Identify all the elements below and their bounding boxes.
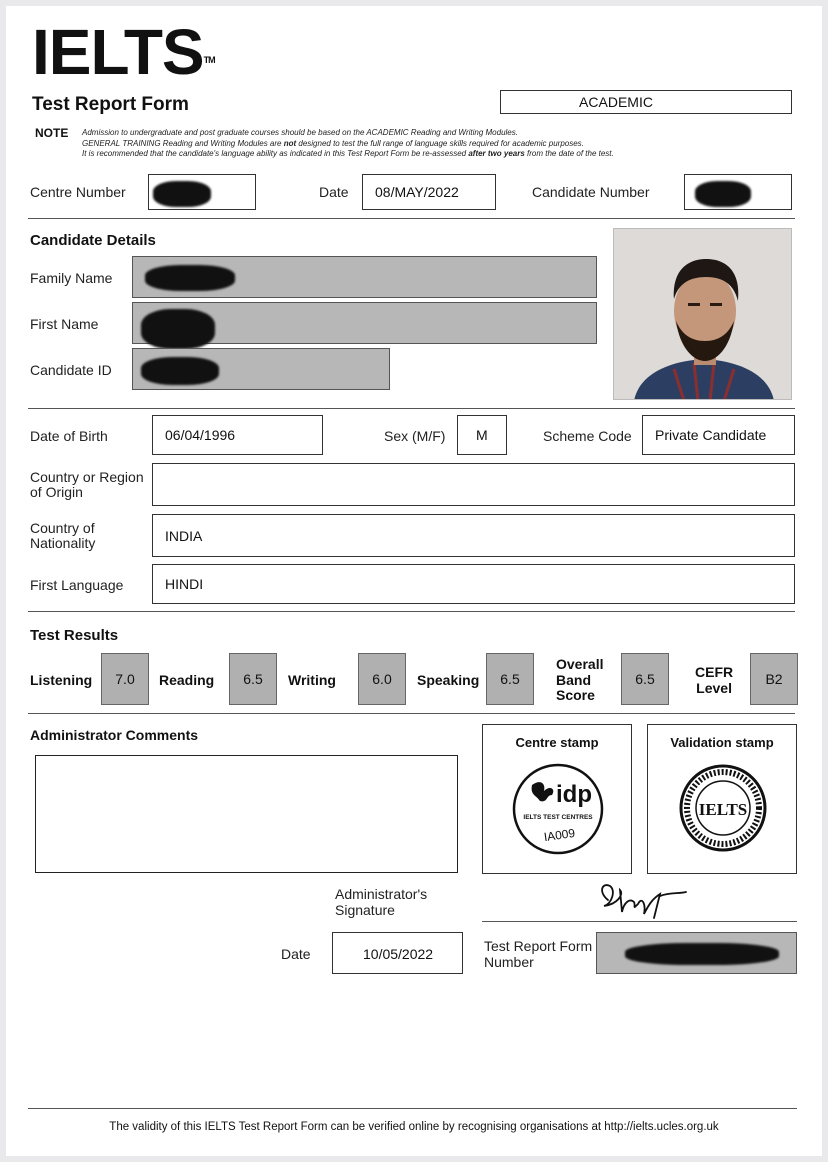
reading-label: Reading: [159, 672, 215, 688]
form-title: Test Report Form: [32, 94, 189, 115]
first-language-label: First Language: [30, 577, 124, 593]
note-line-2: GENERAL TRAINING Reading and Writing Modules are not designed to test the full range of language skills required for academic purposes.: [82, 138, 584, 148]
candidate-id-redaction: [141, 357, 219, 385]
first-language-field: [152, 564, 795, 604]
idp-ring-text: IELTS TEST CENTRES: [523, 814, 593, 821]
sex-label: Sex (M/F): [384, 428, 446, 444]
overall-band-label: Overall Band Score: [556, 656, 604, 703]
test-report-form-page: [6, 6, 822, 1156]
trf-number-redaction: [625, 943, 779, 965]
divider-2: [28, 408, 795, 409]
scheme-code-label: Scheme Code: [543, 428, 632, 444]
candidate-id-label: Candidate ID: [30, 362, 112, 378]
centre-stamp-box: [482, 724, 632, 874]
family-name-label: Family Name: [30, 270, 113, 286]
cefr-level-label: CEFR Level: [695, 664, 734, 696]
centre-number-label: Centre Number: [30, 184, 126, 200]
test-date-field: [362, 174, 496, 210]
note-label: NOTE: [35, 126, 69, 140]
writing-score: 6.0: [358, 653, 406, 705]
trf-number-field: [596, 932, 797, 974]
administrator-comments-box: [35, 755, 458, 873]
signature-line: [482, 921, 797, 922]
speaking-score: 6.5: [486, 653, 534, 705]
note-line-3: It is recommended that the candidate's language ability as indicated in this Test Report Form be re-assessed after two years from the date of the test.: [82, 149, 614, 158]
validation-seal: [678, 763, 768, 853]
idp-stamp: [510, 761, 606, 857]
scheme-code-value: Private Candidate: [655, 427, 767, 443]
footer-verification-text: The validity of this IELTS Test Report Form can be verified online by recognising organisations at http://ielts.ucles.org.uk: [109, 1121, 719, 1133]
administrator-signature: [594, 874, 694, 924]
nationality-label: Country of Nationality: [30, 520, 96, 551]
sex-value: M: [476, 427, 488, 443]
centre-number-redaction: [153, 181, 211, 207]
scheme-code-field: [642, 415, 795, 455]
divider-4: [28, 713, 795, 714]
candidate-photo: [613, 228, 792, 400]
country-origin-label: Country or Region of Origin: [30, 469, 144, 500]
candidate-details-title: Candidate Details: [30, 232, 156, 249]
divider-3: [28, 611, 795, 612]
cefr-level-value: B2: [750, 653, 798, 705]
issue-date-field: [332, 932, 463, 974]
test-results-title: Test Results: [30, 627, 119, 644]
nationality-value: INDIA: [165, 528, 203, 544]
issue-date-label: Date: [281, 946, 311, 962]
note-line-1: Admission to undergraduate and post graduate courses should be based on the ACADEMIC Reading and Writing Modules.: [82, 128, 518, 137]
idp-logo-text: idp: [556, 781, 592, 808]
speaking-label: Speaking: [417, 672, 480, 688]
candidate-number-field: [684, 174, 792, 210]
country-origin-field: [152, 463, 795, 506]
candidate-photo-image: [614, 229, 792, 400]
module-box: [500, 90, 792, 114]
listening-label: Listening: [30, 672, 93, 688]
nationality-field: [152, 514, 795, 557]
dob-field: [152, 415, 323, 455]
validation-stamp-box: [647, 724, 797, 874]
writing-label: Writing: [288, 672, 336, 688]
candidate-number-redaction: [695, 181, 751, 207]
overall-band-score: 6.5: [621, 653, 669, 705]
first-name-label: First Name: [30, 316, 99, 332]
sex-field: [457, 415, 507, 455]
first-name-field: [132, 302, 597, 344]
candidate-number-label: Candidate Number: [532, 184, 650, 200]
centre-number-field: [148, 174, 256, 210]
listening-score: 7.0: [101, 653, 149, 705]
reading-score: 6.5: [229, 653, 277, 705]
idp-centre-code: IA009: [542, 825, 576, 845]
module-value: ACADEMIC: [579, 94, 653, 110]
centre-stamp-label: Centre stamp: [515, 735, 599, 750]
first-name-redaction: [141, 309, 215, 349]
test-date-label: Date: [319, 184, 349, 200]
issue-date-value: 10/05/2022: [363, 946, 434, 962]
family-name-redaction: [145, 265, 235, 291]
first-language-value: HINDI: [165, 576, 204, 592]
test-date-value: 08/MAY/2022: [375, 184, 459, 200]
footer-line: [28, 1108, 797, 1109]
validation-stamp-label: Validation stamp: [670, 735, 774, 750]
note-text: [82, 128, 802, 160]
divider-1: [28, 218, 795, 219]
dob-value: 06/04/1996: [165, 427, 236, 443]
administrator-comments-label: Administrator Comments: [30, 727, 199, 743]
family-name-field: [132, 256, 597, 298]
trf-number-label: Test Report Form Number: [484, 938, 593, 970]
administrator-signature-label: Administrator's Signature: [335, 886, 428, 918]
ielts-logo: IELTS™: [32, 16, 215, 88]
validation-seal-text: IELTS: [698, 800, 748, 819]
dob-label: Date of Birth: [30, 428, 108, 444]
candidate-id-field: [132, 348, 390, 390]
